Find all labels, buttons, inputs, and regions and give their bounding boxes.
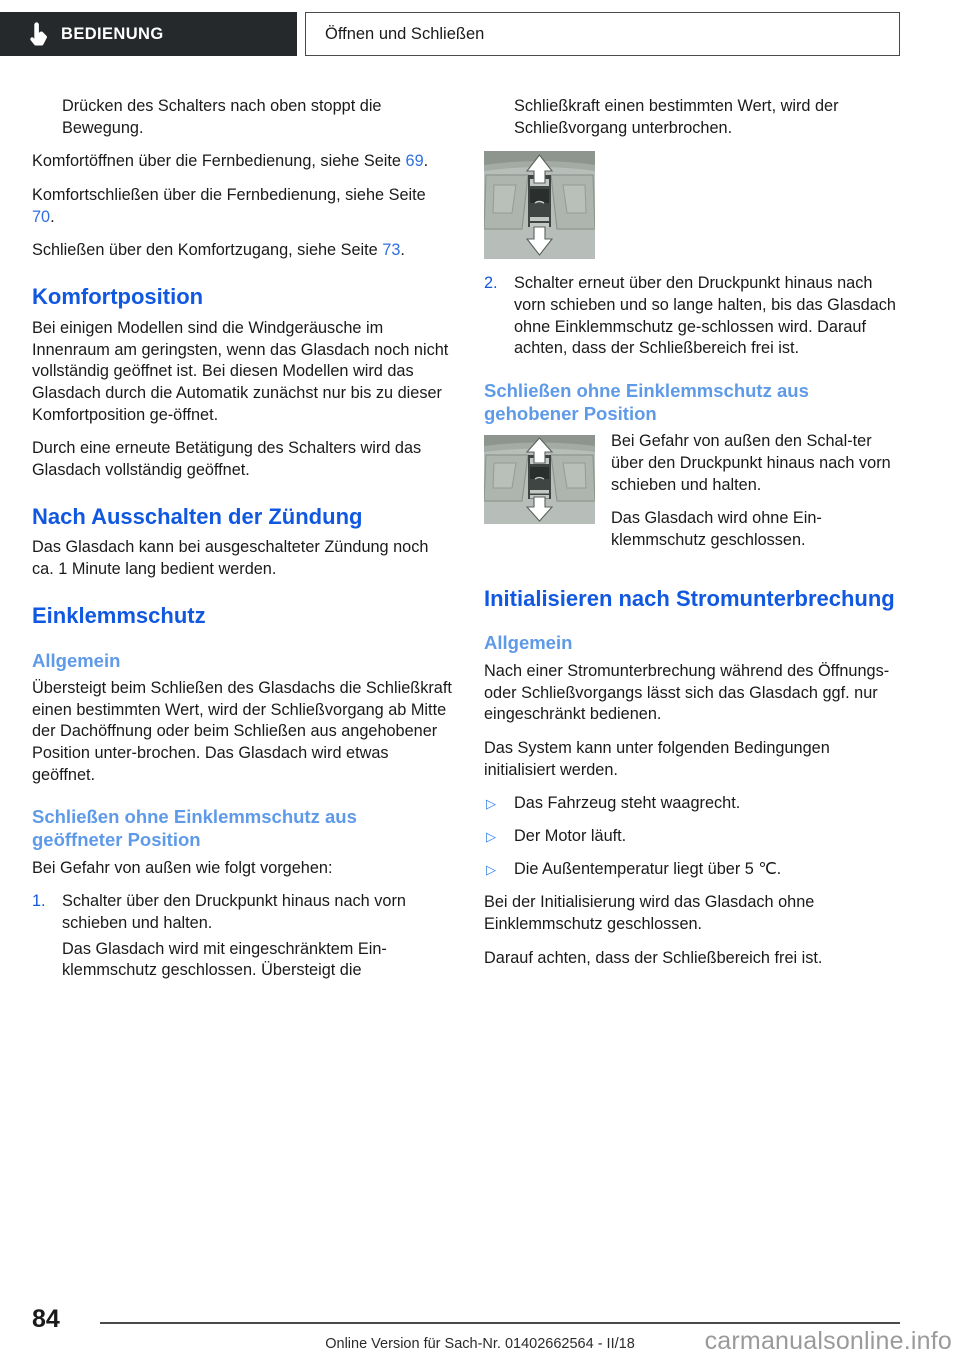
sunroof-switch-illustration <box>484 435 595 524</box>
page-footer <box>0 1282 960 1362</box>
subheading-allgemein: Allgemein <box>32 649 121 671</box>
list-item <box>484 273 904 360</box>
sunroof-switch-illustration <box>484 151 595 259</box>
heading-nach-ausschalten-der-zuendung: Nach Ausschalten der Zündung <box>32 503 363 529</box>
initialisieren-paragraph-4: Darauf achten, dass der Schließbereich frei ist. <box>484 948 823 967</box>
ref-text-before: Komfortschließen über die Fernbedienung, siehe Seite <box>32 186 426 205</box>
heading-einklemmschutz: Einklemmschutz <box>32 602 206 628</box>
list-item <box>32 891 452 934</box>
initialisieren-paragraph-1: Nach einer Stromunterbrechung während des Öffnungs- oder Schließvorgangs lässt sich das Glasdach ggf. nur eingeschränkt bedienen. <box>484 661 890 724</box>
triangle-bullet-icon: ▷ <box>486 796 496 812</box>
left-column <box>32 96 452 986</box>
sunroof-switch-photo-tall <box>484 151 595 259</box>
right-column <box>484 96 904 981</box>
list-item <box>484 826 904 848</box>
ref-text-before: Komfortöffnen über die Fernbedienung, siehe Seite <box>32 152 406 171</box>
heading-komfortposition: Komfortposition <box>32 284 204 310</box>
step-text: Schalter über den Druckpunkt hinaus nach vorn schieben und halten. <box>62 892 406 932</box>
chapter-tab[interactable] <box>0 12 297 56</box>
sunroof-switch-photo-wide <box>484 435 595 524</box>
schliessen-gehoben-paragraph-1: Bei Gefahr von außen den Schal-ter über den Druckpunkt hinaus nach vorn schieben und halten. <box>611 432 891 494</box>
ref-text-after: . <box>400 241 405 260</box>
triangle-bullet-icon: ▷ <box>486 828 496 844</box>
komfortposition-paragraph-1: Bei einigen Modellen sind die Windgeräusche im Innenraum am geringsten, wenn das Glasdach noch nicht vollständig geöffnet ist. Bei diesen Modellen wird das Glasdach durch die Automatik zunächst nur bis zu dieser Komfortposition ge-öffnet. <box>32 318 449 424</box>
page-reference-link[interactable]: 70 <box>32 207 51 226</box>
numbered-step-list <box>32 891 452 982</box>
step-number: 1. <box>32 892 46 911</box>
step-number: 2. <box>484 274 498 293</box>
page-reference-link[interactable]: 69 <box>405 152 424 171</box>
step-detail-text: Das Glasdach wird mit eingeschränktem Ein-klemmschutz geschlossen. Übersteigt die <box>62 939 387 980</box>
subheading-allgemein: Allgemein <box>484 632 573 654</box>
chapter-tab-label: BEDIENUNG <box>61 24 164 43</box>
intro-indented-paragraph: Drücken des Schalters nach oben stoppt die Bewegung. <box>62 97 382 137</box>
numbered-step-list <box>484 273 904 360</box>
page-reference-paragraph <box>32 185 452 228</box>
triangle-bullet-icon: ▷ <box>486 861 496 877</box>
subheading-schliessen-ohne-einklemmschutz-gehoben: Schließen ohne Einklemmschutz aus gehobener Position <box>484 380 809 424</box>
ref-text-after: . <box>50 207 55 226</box>
nach-ausschalten-paragraph-1: Das Glasdach kann bei ausgeschalteter Zündung noch ca. 1 Minute lang bedient werden. <box>32 538 429 579</box>
footer-divider <box>100 1322 900 1324</box>
subheading-schliessen-ohne-einklemmschutz-geoeffnet: Schließen ohne Einklemmschutz aus geöffneter Position <box>32 806 357 851</box>
schliessen-gehoben-paragraph-2: Das Glasdach wird ohne Ein-klemmschutz geschlossen. <box>611 509 822 549</box>
list-item-detail <box>32 939 452 982</box>
list-item <box>484 793 904 815</box>
condition-bullet-list <box>484 793 904 880</box>
bullet-text: Das Fahrzeug steht waagrecht. <box>514 794 741 813</box>
page-reference-paragraph <box>32 240 452 262</box>
section-title: Öffnen und Schließen <box>325 24 485 43</box>
page-reference-link[interactable]: 73 <box>382 241 401 260</box>
heading-initialisieren-nach-stromunterbrechung: Initialisieren nach Stromunterbrechung <box>484 585 895 611</box>
einklemmschutz-paragraph-1: Übersteigt beim Schließen des Glasdachs die Schließkraft einen bestimmten Wert, wird der Schließvorgang ab Mitte der Dachöffnung oder beim Schließen aus angehobener Position unter-brochen. Das Glasdach wird etwas geöffnet. <box>32 679 452 784</box>
figure-text-block <box>484 431 904 563</box>
section-title-box <box>305 12 900 56</box>
page-header <box>0 12 900 56</box>
ref-text-after: . <box>423 152 429 171</box>
continuation-paragraph: Schließkraft einen bestimmten Wert, wird der Schließvorgang unterbrochen. <box>514 97 839 137</box>
bullet-text: Der Motor läuft. <box>514 826 627 845</box>
komfortposition-paragraph-2: Durch eine erneute Betätigung des Schalters wird das Glasdach vollständig geöffnet. <box>32 439 422 479</box>
page-number: 84 <box>32 1305 60 1333</box>
footer-note: Online Version für Sach-Nr. 01402662564 - II/18 <box>325 1336 635 1352</box>
pointing-hand-icon <box>30 22 47 46</box>
schliessen-geoeffnet-paragraph-1: Bei Gefahr von außen wie folgt vorgehen: <box>32 858 333 877</box>
initialisieren-paragraph-2: Das System kann unter folgenden Bedingungen initialisiert werden. <box>484 738 830 779</box>
list-item <box>484 859 904 881</box>
bullet-text: Die Außentemperatur liegt über 5 ℃. <box>514 859 782 878</box>
page-reference-paragraph <box>32 151 452 173</box>
figure-side-text <box>611 431 904 563</box>
ref-text-before: Schließen über den Komfortzugang, siehe Seite <box>32 241 383 260</box>
watermark: carmanualsonline.info <box>704 1327 952 1355</box>
step-text: Schalter erneut über den Druckpunkt hinaus nach vorn schieben und so lange halten, bis das Glasdach ohne Einklemmschutz ge-schlossen wird. Darauf achten, dass der Schließbereich frei ist. <box>514 274 896 358</box>
initialisieren-paragraph-3: Bei der Initialisierung wird das Glasdach ohne Einklemmschutz geschlossen. <box>484 893 815 933</box>
